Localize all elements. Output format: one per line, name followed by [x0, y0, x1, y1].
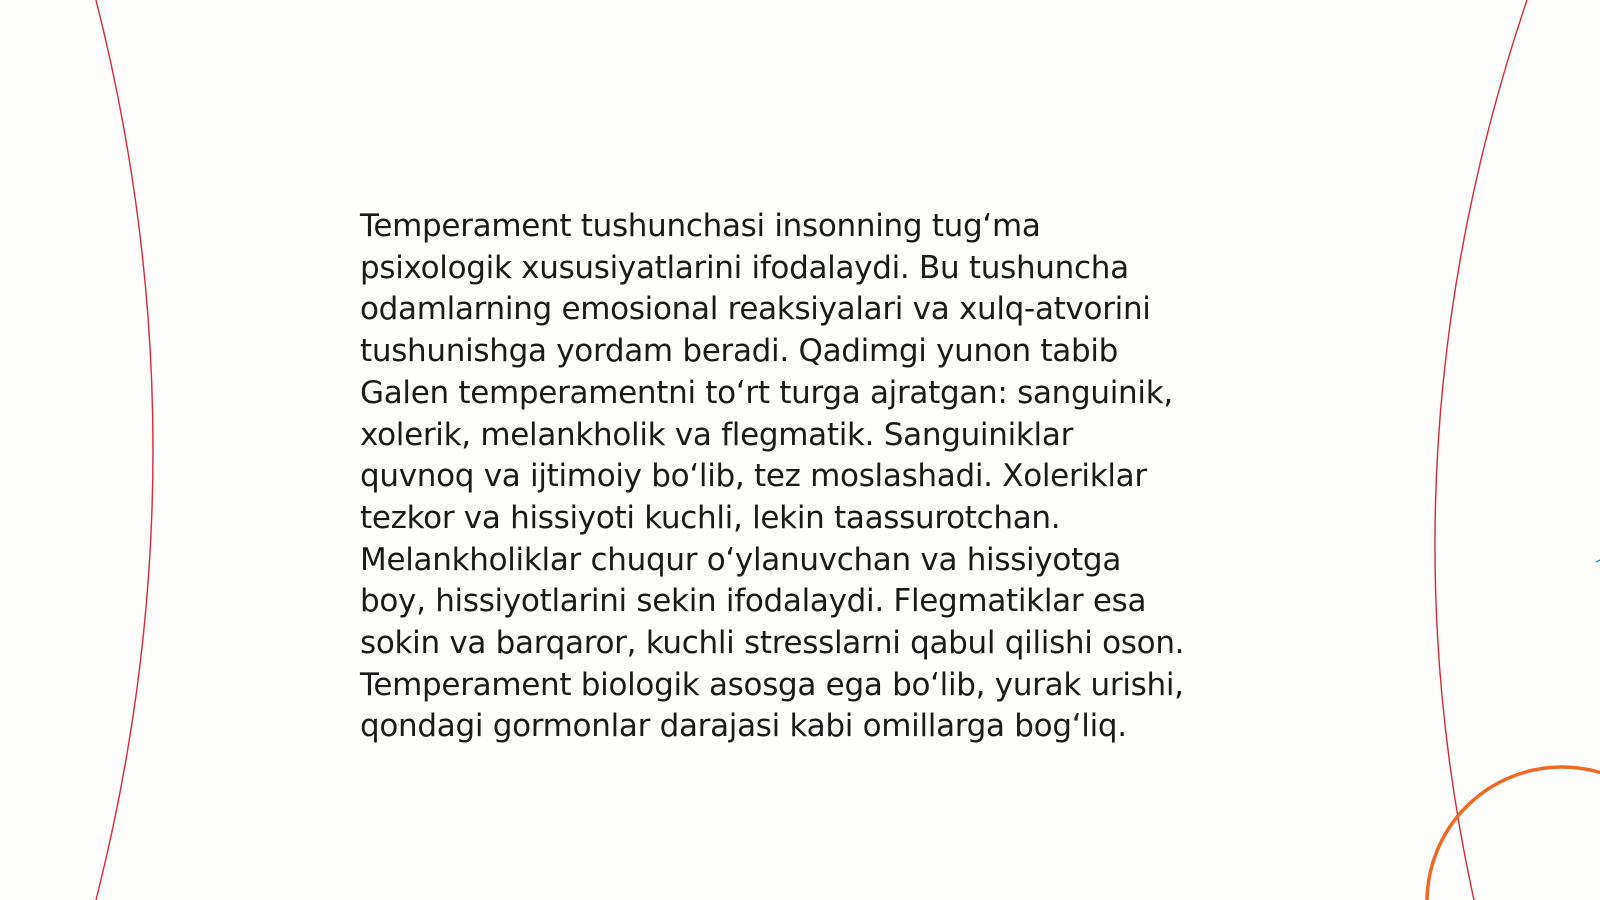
paragraph-line: quvnoq va ijtimoiy boʻlib, tez moslashadi. Xoleriklar	[360, 458, 1147, 495]
small-blue-mark	[1596, 560, 1600, 562]
left-curve	[96, 0, 153, 900]
paragraph-line: tezkor va hissiyoti kuchli, lekin taassurotchan.	[360, 499, 1061, 536]
paragraph-line: Galen temperamentni toʻrt turga ajratgan: sanguinik,	[360, 374, 1173, 411]
body-paragraph	[360, 206, 1260, 748]
paragraph-line: psixologik xususiyatlarini ifodalaydi. Bu tushuncha	[360, 249, 1129, 286]
paragraph-line: xolerik, melankholik va flegmatik. Sanguiniklar	[360, 416, 1074, 453]
paragraph-line: Temperament tushunchasi insonning tugʻma	[360, 208, 1041, 244]
paragraph-line: odamlarning emosional reaksiyalari va xulq-atvorini	[360, 291, 1151, 328]
paragraph-line: Melankholiklar chuqur oʻylanuvchan va hissiyotga	[360, 541, 1122, 578]
paragraph-line: boy, hissiyotlarini sekin ifodalaydi. Flegmatiklar esa	[360, 583, 1147, 620]
paragraph-line: qondagi gormonlar darajasi kabi omillarga bogʻliq.	[360, 708, 1127, 745]
right-curve	[1435, 0, 1527, 900]
paragraph-line: sokin va barqaror, kuchli stresslarni qabul qilishi oson.	[360, 625, 1185, 662]
paragraph-line: tushunishga yordam beradi. Qadimgi yunon tabib	[360, 333, 1119, 370]
paragraph-line: Temperament biologik asosga ega boʻlib, yurak urishi,	[360, 666, 1184, 703]
